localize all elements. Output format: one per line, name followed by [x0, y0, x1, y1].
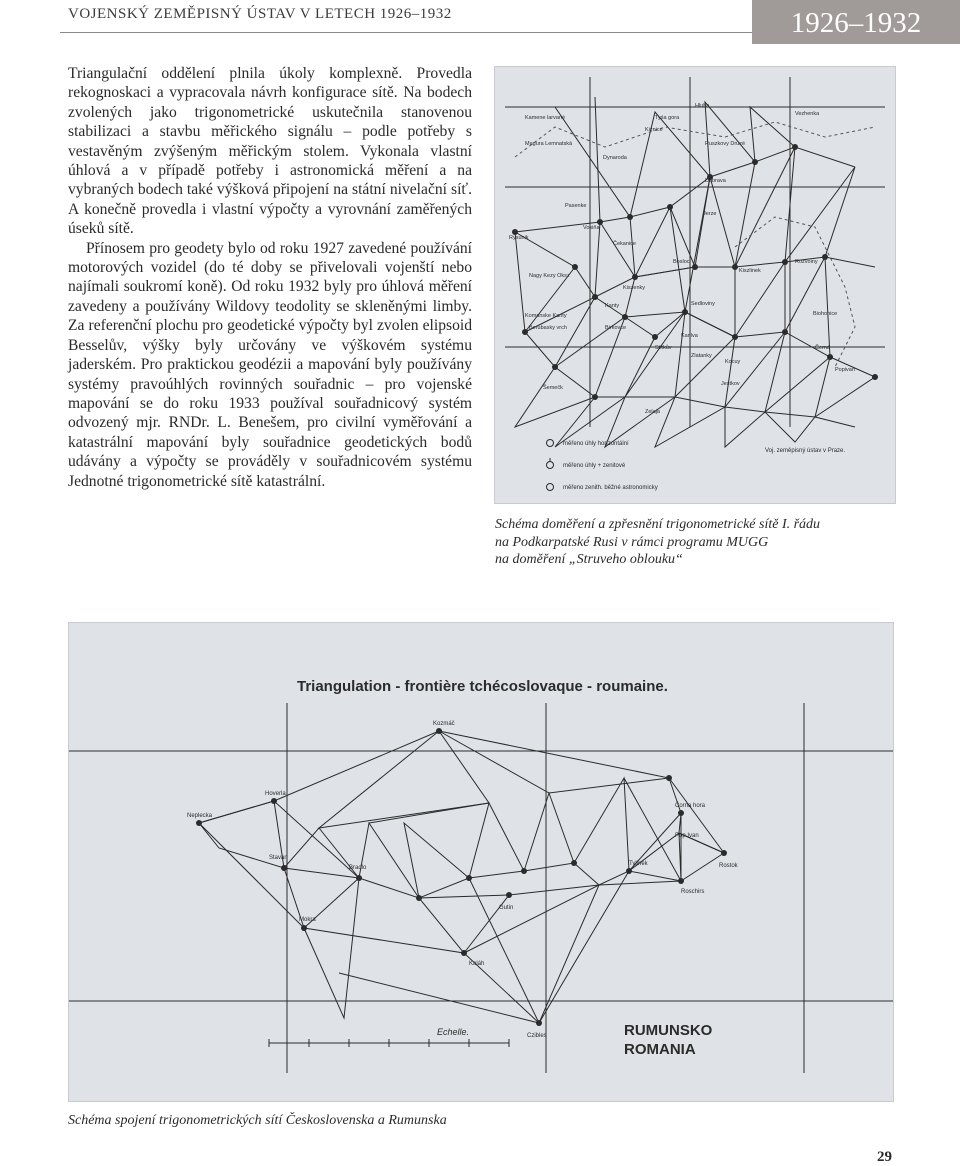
border-map-svg — [69, 623, 893, 1101]
border-line — [735, 217, 855, 367]
station-label: Tyśa gora — [655, 115, 680, 121]
station-label: Kanlva — [681, 333, 698, 339]
page-number: 29 — [877, 1149, 892, 1165]
station-label: Kiszlinek — [739, 268, 761, 274]
station-label: Pasenke — [565, 203, 587, 209]
station-label: Berubasky vrch — [529, 325, 567, 331]
station-label: Kanty — [605, 303, 620, 309]
station-label: Birkovce — [605, 325, 627, 331]
station-label: Popivan — [835, 367, 855, 373]
station-label: Kamene larvané — [525, 115, 566, 121]
station-label: Roschirs — [681, 889, 705, 895]
station-label: Šemečk — [543, 385, 563, 391]
map-title: Triangulation - frontière tchécoslovaque - roumaine. — [297, 678, 668, 695]
station-label: Vosiňa — [583, 225, 600, 231]
station-label: Stitkův — [655, 345, 672, 351]
station-label: Dynaroda — [603, 155, 627, 161]
station-label: Zlatanky — [691, 353, 712, 359]
station-label: Sedloviny — [691, 301, 715, 307]
station-label: Pop Ivan — [675, 833, 699, 839]
caption-line: na Podkarpatské Rusi v rámci programu MUGG — [495, 534, 769, 550]
station-label: Komanske Kanty — [525, 313, 567, 319]
figure1-caption — [495, 516, 895, 569]
station-label: Kozmáč — [433, 721, 455, 727]
station-label: Kiszenky — [623, 285, 646, 291]
station-label: Jestkov — [721, 381, 740, 387]
station-label: Zelaja — [645, 409, 660, 415]
paragraph: Přínosem pro geodety bylo od roku 1927 zavedené používání motorových vozidel (do té doby se přivelovali vojenští nebo najímali soukromí koně). Od roku 1932 byly pro úhlová měření zavedeny a používány Wildovy teodolity se skleněnými limby. Za referenční plochu pro geodetické výpočty byl zvolen elipsoid Besselův, výšky byly určovány ve výškovém systému jaderském. Pro praktickou geodézii a mapování byly používány systémy pravoúhlých rovinných souřadnic – pro vojenské mapování se do roku 1933 používal souřadnicový systém odvozený mjr. RNDr. L. Benešem, pro civilní vyměřování a katastrální mapování byly souřadnice geodetických bodů udávány a výpočty se prováděly v souřadnicovém systému Jednotné trigonometrické sítě katastrální. — [68, 239, 472, 490]
station-label: Bosloc — [673, 259, 690, 265]
station-label: Mokra — [299, 917, 316, 923]
legend-marker-zenith — [547, 462, 554, 469]
station-label: Jerze — [703, 211, 717, 217]
station-label: Rysunik — [509, 235, 529, 241]
station-label: Ruszkovy Druzé — [705, 141, 746, 147]
legend-item: měřeno úhly + zenitové — [563, 463, 626, 469]
station-label: Kiźnice — [645, 127, 663, 133]
legend-item: měřeno zenith. běžné astronomicky — [563, 485, 658, 491]
station-label: Dubrava — [705, 178, 726, 184]
station-label: Kocuy — [725, 359, 741, 365]
year-tab: 1926–1932 — [752, 0, 960, 44]
network-map-svg — [495, 67, 895, 503]
station-label: Stavan — [269, 855, 288, 861]
station-label: Czibles — [527, 1033, 547, 1039]
station-label: Hoverla — [265, 791, 286, 797]
legend-item: měřeno úhly horizontální — [563, 441, 629, 447]
body-text — [68, 64, 472, 491]
caption-line: na doměření „Struveho oblouku“ — [495, 552, 683, 567]
station-label: Rostok — [719, 863, 738, 869]
map-credit: Voj. zeměpisný ústav v Praze. — [765, 448, 846, 454]
station-label: Čorna hora — [675, 803, 706, 809]
legend-marker-astro — [547, 484, 554, 491]
caption-line: Schéma doměření a zpřesnění trigonometrické sítě I. řádu — [495, 517, 821, 532]
border-triangulation-map — [68, 622, 894, 1102]
triangulation-network-map — [494, 66, 896, 504]
station-label: Vezhenka — [795, 111, 820, 117]
station-label: Čekanice — [613, 241, 636, 247]
country-label: RUMUNSKO — [624, 1022, 713, 1039]
station-label: Nagy Kezy Oksz — [529, 273, 570, 279]
station-label: Gutin — [499, 905, 514, 911]
station-label: Biohonice — [813, 311, 838, 317]
station-label: Bradlo — [349, 865, 367, 871]
legend-marker-horizontal — [547, 440, 554, 447]
station-label: Tylinek — [629, 861, 648, 867]
station-label: Hluha — [695, 103, 710, 109]
station-label: Černá — [815, 345, 830, 351]
scale-bar — [269, 1039, 509, 1047]
running-head: VOJENSKÝ ZEMĚPISNÝ ÚSTAV V LETECH 1926–1932 — [68, 6, 452, 22]
station-label: Neplecka — [187, 813, 213, 819]
station-label: Kaláh — [469, 961, 485, 967]
figure2-caption: Schéma spojení trigonometrických sítí Československa a Rumunska — [68, 1113, 447, 1128]
country-label: ROMANIA — [624, 1041, 696, 1058]
station-label: Magura Lemnatská — [525, 141, 573, 147]
paragraph: Triangulační oddělení plnila úkoly komplexně. Provedla rekognoskaci a vypracovala návrh konfigurace sítě. Na bodech zvolených jako trigonometrické uskutečnila stanovenou stabilizaci a stavbu měřického signálu – podle potřeby s vestavěným zvýšeným měřickým stolem. Vykonala vlastní úhlová a v případě potřeby i astronomická měření a na vybraných bodech také výšková připojení na státní nivelační síť. A konečně provedla i vlastní výpočty a vyrovnání zaměřených úseků sítě. — [68, 65, 472, 238]
station-label: Rozvoiny — [795, 259, 818, 265]
scale-label: Echelle. — [437, 1027, 470, 1037]
